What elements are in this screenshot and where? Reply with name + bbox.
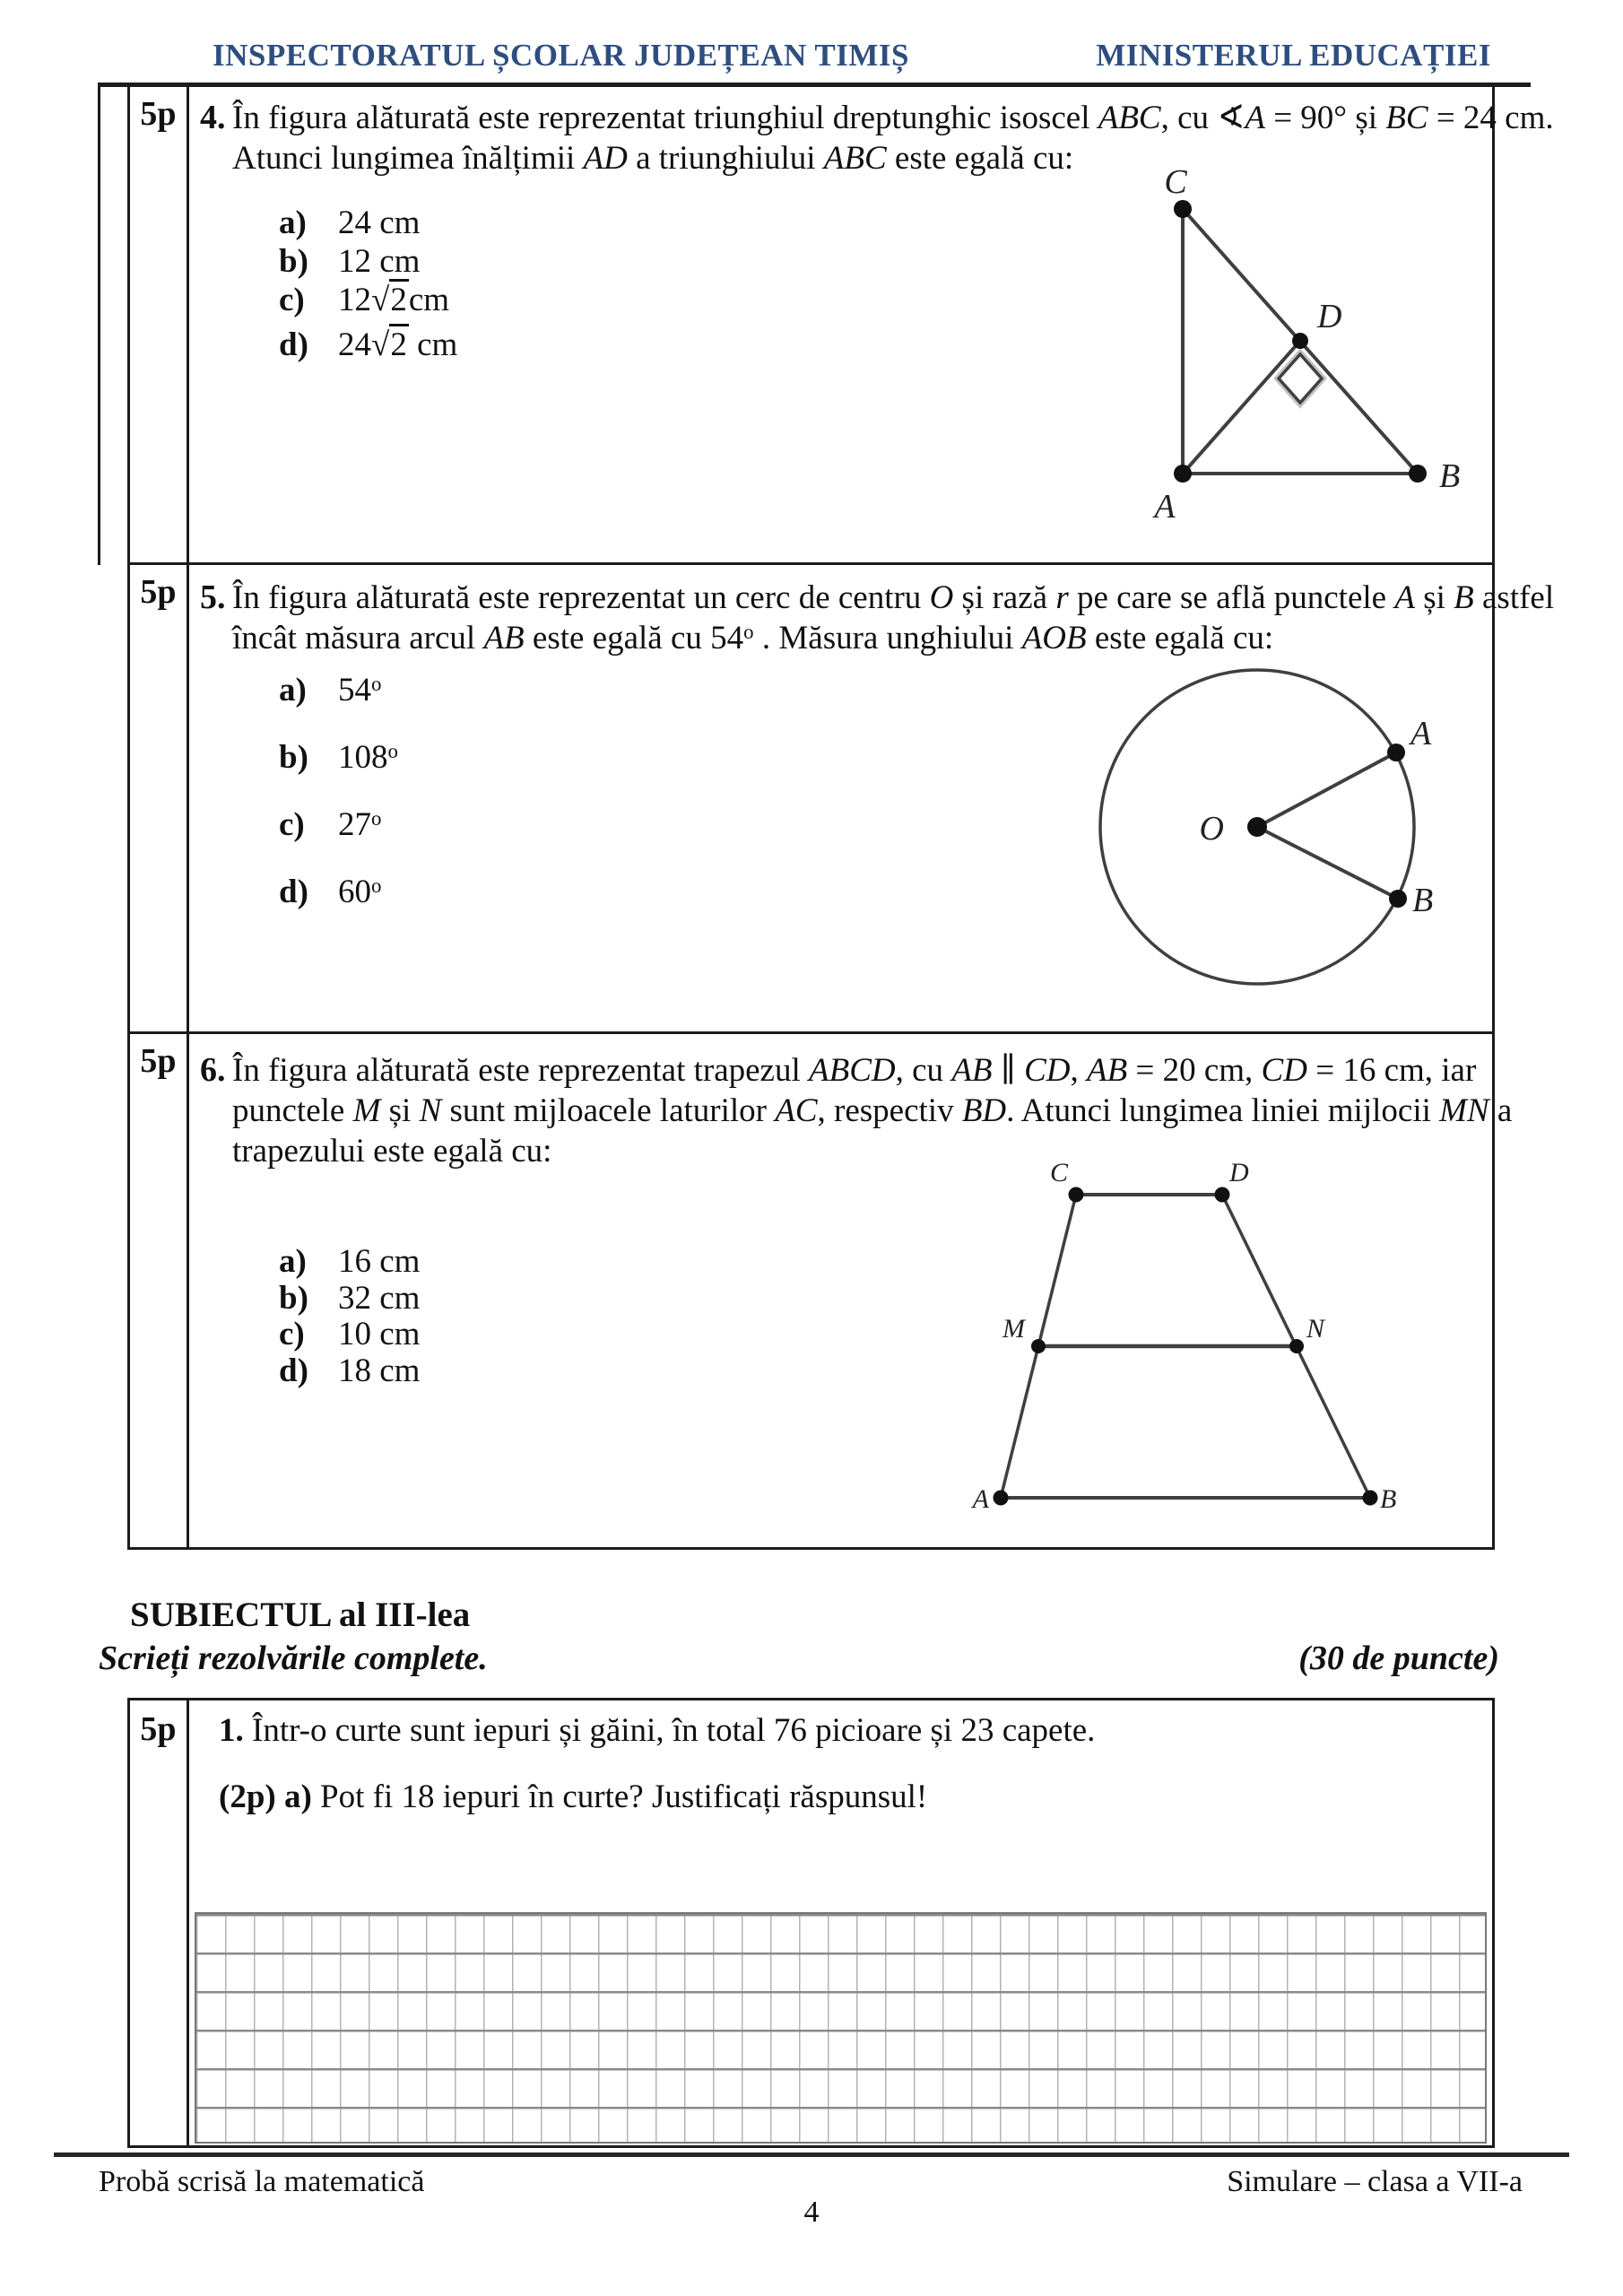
option-label: d): [279, 1352, 308, 1389]
question-cell-5: [189, 565, 1555, 1031]
option-label: b): [279, 739, 308, 776]
table-left-outer-border: [98, 83, 100, 565]
question-cell-6: [189, 1034, 1513, 1547]
point-C-dot: [1174, 200, 1192, 218]
option-label: c): [279, 282, 305, 318]
point-B-dot: [1389, 890, 1407, 908]
option-value: 108$^o$: [338, 739, 398, 776]
points-label-p1: 5p: [130, 1700, 189, 2145]
question-row-6: [130, 1031, 1513, 1547]
question-cell-4: [189, 87, 1554, 562]
option-label: b): [279, 1279, 308, 1317]
section3-points-note: (30 de puncte): [1298, 1639, 1499, 1677]
option-value: 60$^o$: [338, 874, 382, 910]
point-O-label: O: [1199, 810, 1224, 848]
points-label-q5: 5p: [130, 565, 189, 1031]
point-O-dot: [1247, 817, 1267, 837]
problem-text-line1: 1. Într-o curte sunt iepuri și găini, în total 76 picioare și 23 capete.: [219, 1712, 1096, 1749]
trapezoid-figure: [962, 1152, 1482, 1529]
question-number-5: 5.: [200, 578, 226, 616]
option-row: [279, 1242, 420, 1279]
point-B-label: B: [1412, 882, 1434, 919]
point-A-label: A: [1410, 715, 1432, 752]
options-list-q5: [279, 671, 398, 940]
question-number-4: 4.: [200, 99, 226, 136]
point-N-dot: [1289, 1339, 1304, 1353]
option-label: c): [279, 806, 305, 843]
question-text-5: În figura alăturată este reprezentat un cerc de centru O și rază r pe care se află punctele A și B astfel încât măsura arcul AB este egală cu 54$^o$ . Măsura unghiului AOB este egală cu:: [232, 579, 1555, 657]
option-label: d): [279, 326, 308, 363]
footer-left-text: Probă scrisă la matematică: [99, 2165, 425, 2198]
option-label: d): [279, 874, 308, 910]
option-value: 16 cm: [338, 1243, 421, 1280]
options-list-q4: [279, 204, 457, 370]
option-row: [279, 805, 398, 873]
header-left-title: INSPECTORATUL ȘCOLAR JUDEȚEAN TIMIȘ: [213, 38, 909, 73]
triangle-figure: [1149, 103, 1507, 526]
header-right-title: MINISTERUL EDUCAȚIEI: [1096, 38, 1491, 73]
point-M-label: M: [1002, 1314, 1025, 1344]
option-label: a): [279, 204, 307, 241]
option-row: [279, 326, 457, 370]
option-row: [279, 1279, 420, 1316]
option-value: 12 cm: [338, 243, 421, 280]
point-C-dot: [1069, 1187, 1084, 1203]
option-value: 24√2 cm: [338, 326, 457, 364]
point-C-label: C: [1049, 1158, 1068, 1187]
point-A-dot: [994, 1491, 1009, 1506]
point-A-label: A: [1154, 488, 1176, 526]
option-label: a): [279, 1243, 307, 1280]
options-list-q6: [279, 1242, 420, 1387]
point-A-dot: [1174, 465, 1192, 483]
point-B-label: B: [1380, 1484, 1397, 1514]
altitude-AD: [1183, 341, 1300, 474]
point-A-dot: [1387, 744, 1405, 761]
option-label: c): [279, 1316, 305, 1352]
point-D-label: D: [1317, 298, 1342, 335]
points-label-q4: 5p: [130, 87, 189, 562]
right-angle-mark: [1279, 354, 1322, 403]
problem-text-line2: (2p) a) Pot fi 18 iepuri în curte? Justificați răspunsul!: [219, 1779, 928, 1815]
option-row: [279, 281, 457, 326]
point-A-label: A: [972, 1484, 989, 1514]
point-B-label: B: [1439, 457, 1461, 495]
option-value: 24 cm: [338, 204, 421, 241]
option-label: b): [279, 243, 308, 280]
question-text-4: În figura alăturată este reprezentat triunghiul dreptunghic isoscel ABC, cu ∢A = 90° și BC = 24 cm. Atunci lungimea înălțimii AD a triunghiului ABC este egală cu:: [232, 100, 1554, 177]
answer-grid: [195, 1912, 1487, 2144]
problem-cell-1: [189, 1700, 1492, 2145]
question-row-5: [130, 562, 1555, 1031]
point-B-dot: [1409, 465, 1427, 483]
option-row: [279, 242, 457, 281]
option-row: [279, 738, 398, 805]
point-D-label: D: [1229, 1158, 1249, 1187]
point-D-dot: [1292, 333, 1308, 349]
section3-instruction: Scrieți rezolvările complete.: [99, 1639, 488, 1677]
option-value: 27$^o$: [338, 806, 382, 843]
footer-rule: [54, 2152, 1569, 2157]
option-value: 32 cm: [338, 1279, 421, 1317]
question-row-4: [130, 87, 1554, 562]
page-number: 4: [803, 2196, 820, 2229]
option-value: 54$^o$: [338, 672, 382, 709]
questions-table: [127, 87, 1555, 1550]
section3-problem-table: [127, 1698, 1495, 2148]
point-M-dot: [1031, 1339, 1046, 1353]
option-row: [279, 1352, 420, 1388]
radius-OA: [1257, 752, 1396, 827]
footer-right-text: Simulare – clasa a VII-a: [1227, 2165, 1523, 2198]
point-N-label: N: [1306, 1314, 1325, 1344]
option-row: [279, 873, 398, 940]
option-value: 18 cm: [338, 1352, 421, 1389]
option-label: a): [279, 672, 307, 709]
circle-figure: [1075, 655, 1470, 1006]
question-text-6: În figura alăturată este reprezentat trapezul ABCD, cu AB ∥ CD, AB = 20 cm, CD = 16 cm, iar punctele M și N sunt mijloacele laturilor AC, respectiv BD. Atunci lungimea liniei mijlocii MN a trapezului este egală cu:: [232, 1052, 1513, 1170]
option-row: [279, 204, 457, 242]
point-C-label: C: [1164, 163, 1187, 201]
point-B-dot: [1363, 1491, 1378, 1506]
option-value: 10 cm: [338, 1316, 421, 1352]
point-D-dot: [1215, 1187, 1230, 1203]
option-row: [279, 1315, 420, 1352]
option-value: 12√2cm: [338, 281, 449, 319]
section3-title: SUBIECTUL al III-lea: [130, 1596, 471, 1634]
radius-OB: [1257, 827, 1398, 899]
option-row: [279, 671, 398, 738]
question-number-6: 6.: [200, 1051, 226, 1089]
points-label-q6: 5p: [130, 1034, 189, 1547]
